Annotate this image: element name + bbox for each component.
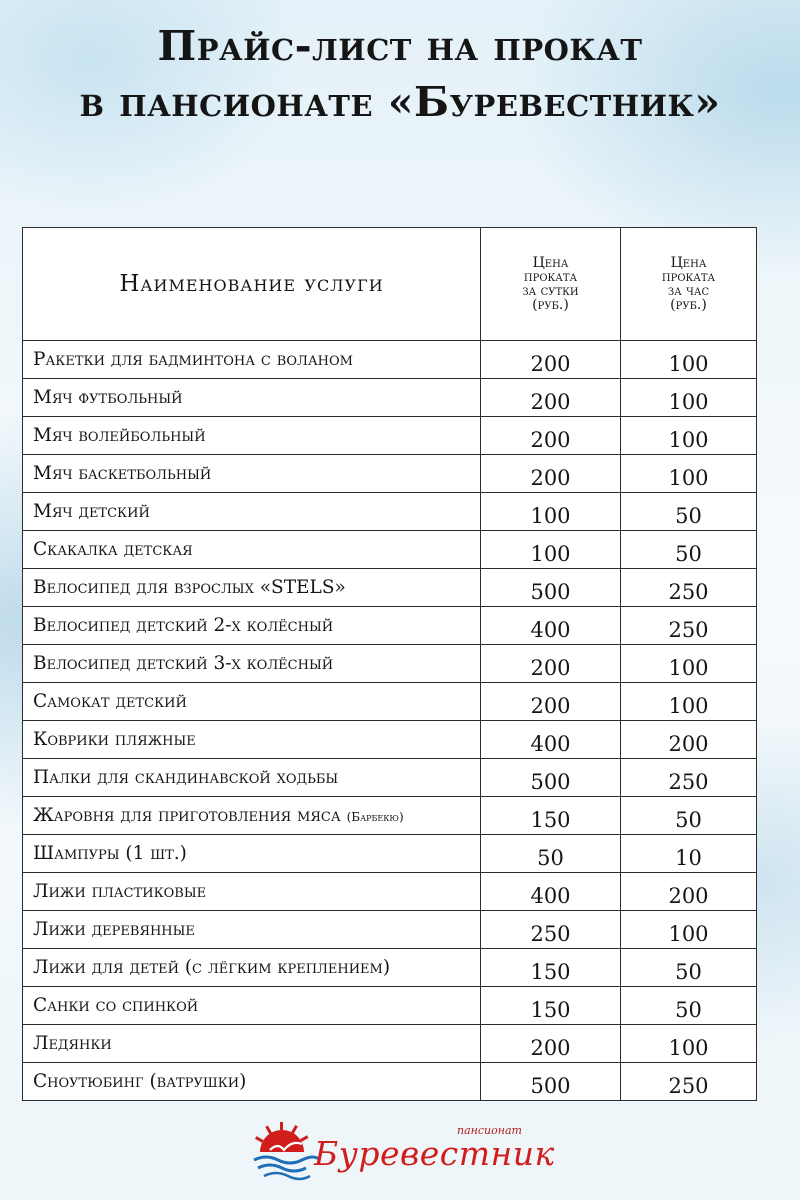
header-day-line: проката bbox=[523, 269, 578, 285]
service-name-cell bbox=[23, 455, 481, 493]
service-name-cell bbox=[23, 493, 481, 531]
price-per-hour: 100 bbox=[621, 683, 757, 721]
price-per-day: 200 bbox=[481, 645, 621, 683]
price-per-hour: 50 bbox=[621, 493, 757, 531]
table-row bbox=[23, 531, 757, 569]
service-name-cell bbox=[23, 569, 481, 607]
service-name: Шампуры (1 шт.) bbox=[33, 843, 187, 864]
table-row bbox=[23, 759, 757, 797]
price-per-hour: 100 bbox=[621, 911, 757, 949]
service-name: Велосипед детский 3-х колёсный bbox=[33, 653, 334, 674]
price-per-day: 500 bbox=[481, 1063, 621, 1101]
price-per-hour: 250 bbox=[621, 1063, 757, 1101]
service-name: Сноутюбинг (ватрушки) bbox=[33, 1071, 247, 1092]
price-per-hour: 250 bbox=[621, 569, 757, 607]
price-per-day: 200 bbox=[481, 341, 621, 379]
service-name-cell bbox=[23, 683, 481, 721]
service-name-cell bbox=[23, 911, 481, 949]
price-per-day: 200 bbox=[481, 379, 621, 417]
table-row bbox=[23, 987, 757, 1025]
price-per-hour: 200 bbox=[621, 873, 757, 911]
price-per-day: 50 bbox=[481, 835, 621, 873]
service-name-cell bbox=[23, 645, 481, 683]
service-name-cell bbox=[23, 721, 481, 759]
price-per-day: 150 bbox=[481, 949, 621, 987]
table-row bbox=[23, 455, 757, 493]
service-name: Велосипед детский 2-х колёсный bbox=[33, 615, 334, 636]
price-per-hour: 50 bbox=[621, 531, 757, 569]
service-name-cell bbox=[23, 341, 481, 379]
header-service-name: Наименование услуги bbox=[23, 228, 481, 341]
table-row bbox=[23, 379, 757, 417]
price-per-hour: 10 bbox=[621, 835, 757, 873]
header-hour-line: проката bbox=[661, 269, 716, 285]
table-row bbox=[23, 835, 757, 873]
price-per-hour: 100 bbox=[621, 417, 757, 455]
header-hour-line: за час bbox=[667, 283, 710, 299]
price-per-hour: 200 bbox=[621, 721, 757, 759]
header-day-line: за сутки bbox=[522, 283, 579, 299]
price-per-hour: 100 bbox=[621, 645, 757, 683]
price-per-day: 200 bbox=[481, 683, 621, 721]
service-name-cell bbox=[23, 607, 481, 645]
price-per-hour: 50 bbox=[621, 949, 757, 987]
price-per-day: 200 bbox=[481, 455, 621, 493]
logo bbox=[252, 1120, 555, 1182]
header-price-per-day bbox=[481, 228, 621, 341]
header-price-per-hour bbox=[621, 228, 757, 341]
price-per-hour: 100 bbox=[621, 341, 757, 379]
service-name: Ледянки bbox=[33, 1033, 112, 1054]
service-name-cell bbox=[23, 379, 481, 417]
service-name: Мяч волейбольный bbox=[33, 425, 206, 446]
price-per-hour: 50 bbox=[621, 987, 757, 1025]
table-row bbox=[23, 797, 757, 835]
price-per-hour: 100 bbox=[621, 1025, 757, 1063]
price-per-day: 400 bbox=[481, 607, 621, 645]
service-name: Ракетки для бадминтона с воланом bbox=[33, 349, 353, 370]
table-row bbox=[23, 1063, 757, 1101]
price-per-day: 100 bbox=[481, 493, 621, 531]
service-name: Коврики пляжные bbox=[33, 729, 196, 750]
service-name-cell bbox=[23, 531, 481, 569]
table-row bbox=[23, 341, 757, 379]
price-per-day: 200 bbox=[481, 417, 621, 455]
logo-wordmark: Буревестник bbox=[314, 1134, 555, 1173]
table-row bbox=[23, 873, 757, 911]
table-row bbox=[23, 1025, 757, 1063]
service-name-cell bbox=[23, 949, 481, 987]
price-per-hour: 100 bbox=[621, 379, 757, 417]
table-row bbox=[23, 911, 757, 949]
table-row bbox=[23, 721, 757, 759]
table-row bbox=[23, 417, 757, 455]
service-name: Скакалка детская bbox=[33, 539, 193, 560]
header-day-line: Цена bbox=[532, 255, 569, 271]
table-row bbox=[23, 683, 757, 721]
price-per-hour: 250 bbox=[621, 607, 757, 645]
price-per-day: 250 bbox=[481, 911, 621, 949]
table-header-row bbox=[23, 228, 757, 341]
service-name-cell bbox=[23, 987, 481, 1025]
table-row bbox=[23, 607, 757, 645]
logo-subtitle: пансионат bbox=[457, 1124, 522, 1137]
price-per-hour: 100 bbox=[621, 455, 757, 493]
header-day-line: (руб.) bbox=[532, 297, 569, 313]
page-title-line-2: в пансионате «Буревестник» bbox=[79, 78, 721, 126]
price-per-hour: 250 bbox=[621, 759, 757, 797]
service-name-cell bbox=[23, 1025, 481, 1063]
price-per-day: 200 bbox=[481, 1025, 621, 1063]
service-name: Санки со спинкой bbox=[33, 995, 199, 1016]
price-per-day: 500 bbox=[481, 569, 621, 607]
price-per-day: 150 bbox=[481, 797, 621, 835]
price-per-day: 400 bbox=[481, 873, 621, 911]
service-name: Самокат детский bbox=[33, 691, 187, 712]
page-title bbox=[0, 18, 800, 130]
service-name-cell bbox=[23, 835, 481, 873]
service-name: Лижи пластиковые bbox=[33, 881, 207, 902]
service-name-cell bbox=[23, 759, 481, 797]
price-per-hour: 50 bbox=[621, 797, 757, 835]
service-name: Жаровня для приготовления мяса bbox=[33, 805, 341, 826]
service-name: Лижи деревянные bbox=[33, 919, 195, 940]
service-name-cell bbox=[23, 417, 481, 455]
page-title-line-1: Прайс-лист на прокат bbox=[157, 22, 643, 70]
price-per-day: 150 bbox=[481, 987, 621, 1025]
header-hour-line: Цена bbox=[670, 255, 707, 271]
header-hour-line: (руб.) bbox=[670, 297, 707, 313]
table-row bbox=[23, 493, 757, 531]
service-name-cell bbox=[23, 1063, 481, 1101]
price-table bbox=[22, 227, 757, 1101]
price-per-day: 500 bbox=[481, 759, 621, 797]
service-note: (Барбекю) bbox=[346, 810, 404, 824]
table-row bbox=[23, 645, 757, 683]
service-name-cell bbox=[23, 797, 481, 835]
service-name: Лижи для детей (с лёгким креплением) bbox=[33, 957, 391, 978]
service-name: Мяч баскетбольный bbox=[33, 463, 212, 484]
table-row bbox=[23, 949, 757, 987]
service-name: Палки для скандинавской ходьбы bbox=[33, 767, 339, 788]
service-name: Велосипед для взрослых «STELS» bbox=[33, 577, 346, 598]
service-name-cell bbox=[23, 873, 481, 911]
service-name: Мяч футбольный bbox=[33, 387, 183, 408]
service-name: Мяч детский bbox=[33, 501, 150, 522]
price-per-day: 100 bbox=[481, 531, 621, 569]
table-row bbox=[23, 569, 757, 607]
table-body bbox=[23, 341, 757, 1101]
price-per-day: 400 bbox=[481, 721, 621, 759]
sun-sea-gull-icon bbox=[252, 1120, 322, 1182]
